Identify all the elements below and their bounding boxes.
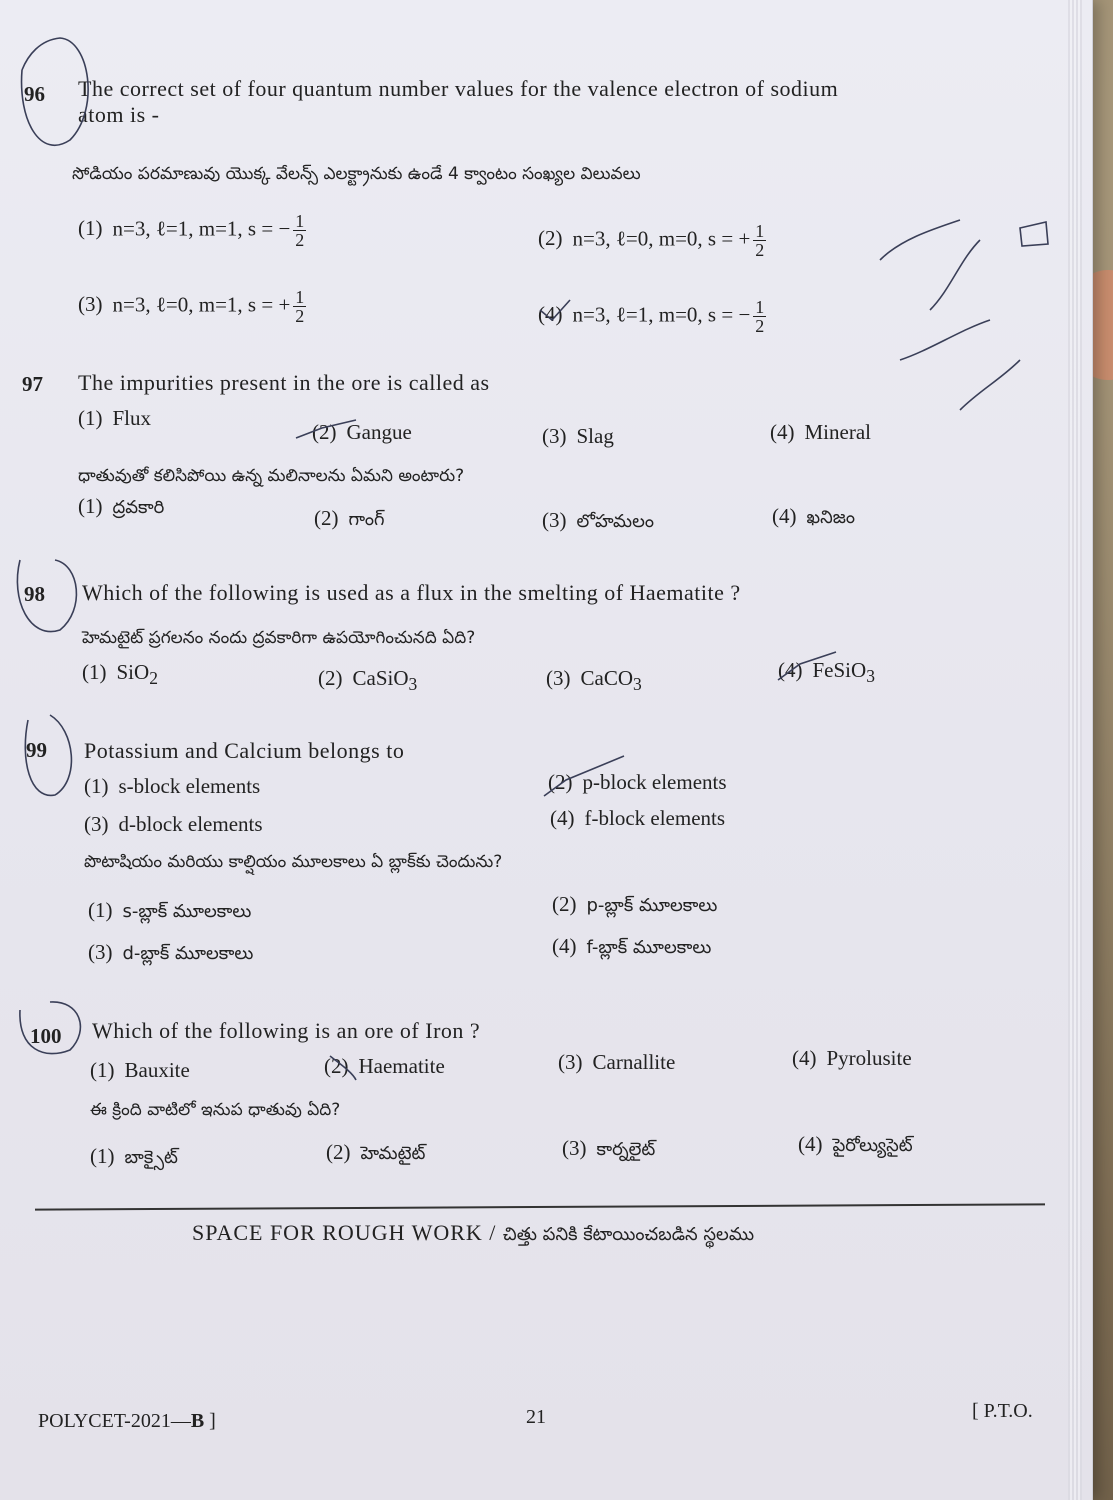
q97-option-4[interactable]: (4) Mineral bbox=[770, 420, 871, 444]
fraction: $\frac{1}{2}$ bbox=[295, 287, 305, 326]
margin-box-mark bbox=[1020, 222, 1048, 246]
q99-tick-mark bbox=[544, 756, 624, 796]
q98-circle-mark bbox=[17, 560, 76, 632]
q99-option-3[interactable]: (3) d-block elements bbox=[84, 812, 263, 836]
question-97-text: The impurities present in the ore is called as bbox=[78, 370, 490, 395]
q100-option-3[interactable]: (3) Carnallite bbox=[558, 1050, 676, 1074]
question-number-100: 100 bbox=[30, 1024, 62, 1048]
question-99-text: Potassium and Calcium belongs to bbox=[84, 738, 405, 763]
q100-telugu-option-2[interactable]: (2) హెమటైట్ bbox=[326, 1140, 426, 1164]
q99-telugu-option-3[interactable]: (3) d-బ్లాక్ మూలకాలు bbox=[88, 940, 254, 964]
question-98-text: Which of the following is used as a flux in the smelting of Haematite ? bbox=[82, 580, 741, 605]
q97-telugu-option-1[interactable]: (1) ద్రవకారి bbox=[78, 494, 165, 518]
q100-option-2[interactable]: (2) Haematite bbox=[324, 1054, 445, 1078]
question-number-96: 96 bbox=[24, 82, 45, 106]
question-100-telugu: ఈ క్రింది వాటిలో ఇనుప ధాతువు ఏది? bbox=[90, 1100, 341, 1120]
q96-circle-mark bbox=[22, 38, 89, 145]
q97-telugu-option-4[interactable]: (4) ఖనిజం bbox=[772, 504, 856, 528]
q97-option-2[interactable]: (2) Gangue bbox=[312, 420, 412, 444]
q97-option-3[interactable]: (3) Slag bbox=[542, 424, 614, 448]
q98-tick-mark bbox=[778, 652, 836, 680]
q99-option-4[interactable]: (4) f-block elements bbox=[550, 806, 726, 830]
q97-tick-mark bbox=[296, 420, 356, 438]
q98-option-4[interactable]: (4) FeSiO$_3$ bbox=[778, 658, 875, 687]
q98-option-2[interactable]: (2) CaSiO$_3$ bbox=[318, 666, 418, 695]
q96-option-4[interactable]: (4) n=3, ℓ=1, m=0, s = − $\frac{1}{2}$ bbox=[538, 297, 765, 336]
fraction: $\frac{1}{2}$ bbox=[295, 211, 305, 250]
q96-option-3[interactable]: (3) n=3, ℓ=0, m=1, s = + $\frac{1}{2}$ bbox=[78, 287, 305, 326]
footer-pto: [ P.T.O. bbox=[972, 1400, 1033, 1422]
q99-option-1[interactable]: (1) s-block elements bbox=[84, 774, 261, 798]
question-100-text: Which of the following is an ore of Iron ? bbox=[92, 1018, 481, 1043]
q96-option-2[interactable]: (2) n=3, ℓ=0, m=0, s = + $\frac{1}{2}$ bbox=[538, 221, 765, 260]
q100-circle-mark bbox=[20, 1002, 81, 1054]
fraction: $\frac{1}{2}$ bbox=[755, 297, 765, 336]
q99-telugu-option-2[interactable]: (2) p-బ్లాక్ మూలకాలు bbox=[552, 892, 718, 916]
q99-telugu-option-4[interactable]: (4) f-బ్లాక్ మూలకాలు bbox=[552, 934, 712, 958]
margin-scribble bbox=[880, 220, 1020, 410]
q100-telugu-option-4[interactable]: (4) పైరోల్యుసైట్ bbox=[798, 1132, 913, 1156]
question-96-telugu: సోడియం పరమాణువు యొక్క వేలన్స్ ఎలక్ట్రానుకు ఉండే 4 క్వాంటం సంఖ్యల విలువలు bbox=[72, 164, 641, 184]
footer-exam-code: POLYCET-2021—B ] bbox=[38, 1410, 216, 1432]
q100-telugu-option-1[interactable]: (1) బాక్సైట్ bbox=[90, 1144, 178, 1168]
q99-circle-mark bbox=[25, 715, 71, 795]
fraction: $\frac{1}{2}$ bbox=[755, 221, 765, 260]
q97-telugu-option-3[interactable]: (3) లోహమలం bbox=[542, 508, 654, 532]
question-97-telugu: ధాతువుతో కలిసిపోయి ఉన్న మలినాలను ఏమని అంటారు? bbox=[78, 466, 465, 486]
question-98-telugu: హెమటైట్ ప్రగలనం నందు ద్రవకారిగా ఉపయోగించునది ఏది? bbox=[82, 628, 476, 648]
q100-arc-mark bbox=[330, 1056, 356, 1080]
question-number-99: 99 bbox=[26, 738, 47, 762]
q97-telugu-option-2[interactable]: (2) గాంగ్ bbox=[314, 506, 385, 530]
question-99-telugu: పొటాషియం మరియు కాల్షియం మూలకాలు ఏ బ్లాక్‌కు చెందును? bbox=[84, 852, 503, 872]
question-number-98: 98 bbox=[24, 582, 45, 606]
question-96-text-line2: atom is - bbox=[78, 102, 160, 127]
q99-option-2[interactable]: (2) p-block elements bbox=[548, 770, 727, 794]
q98-option-3[interactable]: (3) CaCO$_3$ bbox=[546, 666, 642, 695]
rough-work-heading: SPACE FOR ROUGH WORK / చిత్తు పనికి కేటాయించబడిన స్థలము bbox=[192, 1220, 755, 1245]
q96-tick-mark bbox=[540, 300, 570, 320]
footer-page-number: 21 bbox=[526, 1406, 546, 1428]
q98-option-1[interactable]: (1) SiO$_2$ bbox=[82, 660, 158, 689]
q100-telugu-option-3[interactable]: (3) కార్నలైట్ bbox=[562, 1136, 656, 1160]
q96-option-1[interactable]: (1) n=3, ℓ=1, m=1, s = − $\frac{1}{2}$ bbox=[78, 211, 305, 250]
q97-option-1[interactable]: (1) Flux bbox=[78, 406, 152, 430]
q99-telugu-option-1[interactable]: (1) s-బ్లాక్ మూలకాలు bbox=[88, 898, 252, 922]
question-96-text-line1: The correct set of four quantum number values for the valence electron of sodium bbox=[78, 76, 839, 101]
q100-option-1[interactable]: (1) Bauxite bbox=[90, 1058, 190, 1082]
question-number-97: 97 bbox=[22, 372, 43, 396]
q100-option-4[interactable]: (4) Pyrolusite bbox=[792, 1046, 912, 1070]
